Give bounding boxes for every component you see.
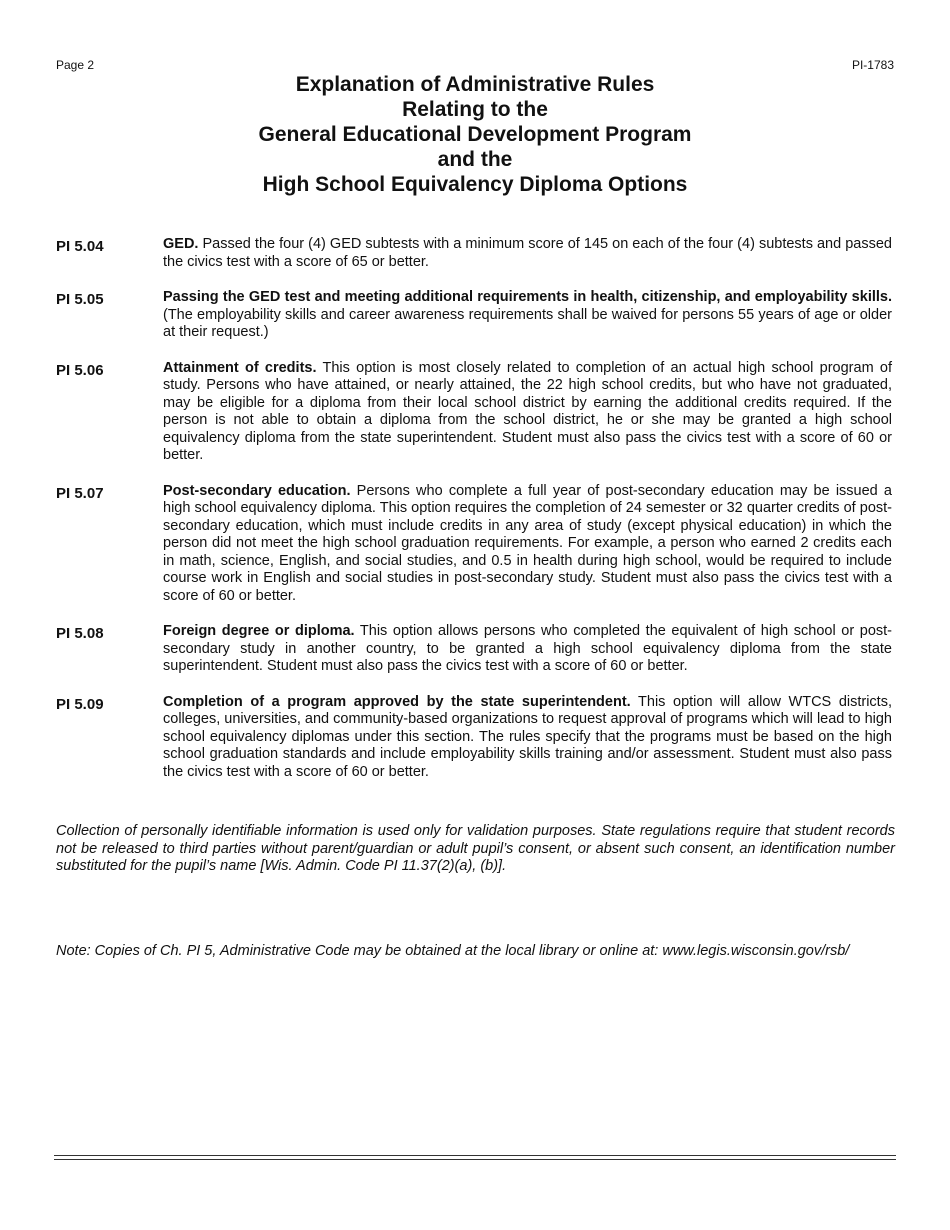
title-line: Explanation of Administrative Rules bbox=[295, 73, 655, 96]
rule-text bbox=[163, 694, 892, 782]
rule-pi-5-04 bbox=[56, 236, 892, 271]
rule-pi-5-05 bbox=[56, 289, 892, 342]
rule-heading: Passing the GED test and meeting additional requirements in health, citizenship, and employability skills. bbox=[163, 289, 892, 305]
rule-body: This option is most closely related to completion of an actual high school program of study. Persons who have attained, or nearly attained, the 22 high school credits, but who have not graduated, may be eligible for a diploma from their local school district by earning the additional credits required. If the person is not able to obtain a diploma from the school district, he or she may be granted a high school equivalency diploma from the state superintendent. Student must also pass the civics test with a score of 60 or better. bbox=[163, 359, 892, 463]
footer-divider bbox=[54, 1155, 896, 1160]
title-line: General Educational Development Program bbox=[258, 123, 692, 146]
footnote: Note: Copies of Ch. PI 5, Administrative Code may be obtained at the local library or online at: www.legis.wisconsin.gov/rsb/ bbox=[56, 943, 850, 959]
rule-heading: GED. bbox=[163, 236, 199, 252]
rule-heading: Completion of a program approved by the state superintendent. bbox=[163, 693, 631, 710]
rule-text bbox=[163, 236, 892, 271]
title-line: Relating to the bbox=[402, 98, 548, 121]
rule-body: This option will allow WTCS districts, colleges, universities, and community-based organizations to request approval of programs which will lead to high school equivalency diplomas under this section. The rules specify that the programs must be based on the high school graduation standards and include employability skills training and/or assessment. Student must also pass the civics test with a score of 60 or better. bbox=[163, 693, 892, 780]
rule-pi-5-06 bbox=[56, 360, 892, 465]
rule-text bbox=[163, 623, 892, 676]
form-id: PI-1783 bbox=[851, 58, 894, 72]
rule-pi-5-07 bbox=[56, 483, 892, 606]
rule-pi-5-08 bbox=[56, 623, 892, 676]
rule-pi-5-09 bbox=[56, 694, 892, 782]
rule-text bbox=[163, 483, 892, 606]
rules-list bbox=[56, 236, 892, 799]
page-number: Page 2 bbox=[56, 58, 95, 72]
rule-body: Passed the four (4) GED subtests with a minimum score of 145 on each of the four (4) subtests and passed the civics test with a score of 65 or better. bbox=[163, 236, 892, 270]
rule-heading: Attainment of credits. bbox=[163, 359, 317, 376]
rule-body: This option allows persons who completed the equivalent of high school or post-secondary study in another country, to be granted a high school equivalency diploma from the state superintendent. Student must also pass the civics test with a score of 60 or better. bbox=[163, 623, 892, 674]
rule-code: PI 5.07 bbox=[56, 484, 104, 502]
rule-code: PI 5.06 bbox=[56, 361, 104, 379]
rule-code: PI 5.05 bbox=[56, 291, 104, 308]
rule-body: Persons who complete a full year of post-secondary education may be issued a high school equivalency diploma. This option requires the completion of 24 semester or 32 quarter credits of post-secondary education, which must include credits in any area of study (except physical education) in which the person did not meet the high school graduation requirements. For example, a person who earned 2 credits each in math, science, English, and social studies, and 0.5 in health during high school, would be required to include course work in English and social studies in post-secondary study. Student must also pass the civics test with a score of 60 or better. bbox=[163, 482, 892, 604]
rule-heading: Foreign degree or diploma. bbox=[163, 623, 355, 639]
rule-body: (The employability skills and career awareness requirements shall be waived for persons 55 years of age or older at their request.) bbox=[163, 306, 892, 340]
rule-code: PI 5.09 bbox=[56, 695, 104, 713]
title-line: High School Equivalency Diploma Options bbox=[262, 173, 688, 196]
title-line: and the bbox=[437, 148, 513, 171]
rule-heading: Post-secondary education. bbox=[163, 482, 351, 499]
privacy-notice: Collection of personally identifiable information is used only for validation purposes. State regulations require that student records not be released to third parties without parent/guardian or adult pupil’s consent, or absent such consent, an identification number substituted for the pupil’s name [Wis. Admin. Code PI 11.37(2)(a), (b)]. bbox=[56, 823, 895, 874]
rule-code: PI 5.08 bbox=[56, 625, 104, 642]
page-title bbox=[0, 72, 950, 197]
rule-text bbox=[163, 360, 892, 465]
rule-code: PI 5.04 bbox=[56, 238, 104, 255]
rule-text bbox=[163, 289, 892, 342]
